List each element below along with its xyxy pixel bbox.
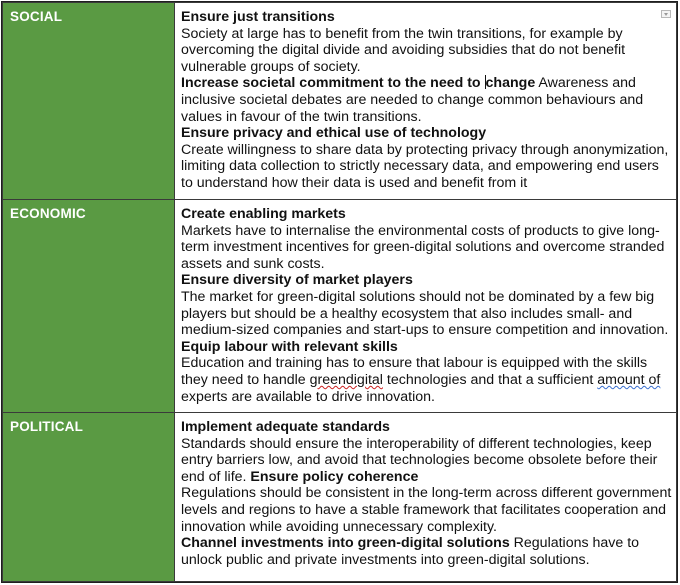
section-heading — [181, 75, 535, 91]
dropdown-handle-icon[interactable] — [661, 10, 671, 18]
section-heading: Ensure diversity of market players — [181, 272, 413, 289]
row-label-social: SOCIAL — [3, 3, 175, 200]
section-text: Society at large has to benefit from the twin transitions, for example by overcoming the digital divide and avoiding subsidies that do not benefit vulnerable groups of society. — [181, 25, 626, 75]
section-text: Create willingness to share data by protecting privacy through anonymization, limiting data collection to strictly necessary data, and empowering end users to understand how their data is used and benefit from it — [181, 141, 669, 191]
section-market-diversity — [181, 272, 672, 338]
section-heading: Ensure policy coherence — [250, 468, 419, 485]
policy-table — [2, 2, 677, 582]
section-heading: Ensure just transitions — [181, 9, 335, 25]
section-labour-skills — [181, 339, 672, 405]
section-text: technologies and that a sufficient — [382, 371, 598, 388]
section-enabling-markets — [181, 206, 672, 272]
section-text: experts are available to drive innovation. — [181, 388, 435, 405]
section-heading-part: change — [485, 75, 536, 92]
section-heading: Ensure privacy and ethical use of technology — [181, 125, 487, 142]
section-green-digital-investments — [181, 535, 672, 568]
grammar-check-phrase: amount of — [597, 371, 661, 388]
row-label-economic: ECONOMIC — [3, 200, 175, 413]
row-label-political: POLITICAL — [3, 413, 175, 582]
section-text: Regulations have to unlock public and private investments into green-digital solutions. — [181, 535, 640, 568]
section-heading-part: Increase societal commitment to the need to — [181, 75, 485, 92]
row-content-social[interactable] — [175, 3, 677, 200]
section-heading: Create enabling markets — [181, 206, 346, 222]
section-heading: Implement adequate standards — [181, 419, 390, 435]
section-text: Regulations should be consistent in the long-term across different government levels and regions to have a stable framework that facilitates cooperation and innovation while avoiding unnecessary complexity. — [181, 485, 672, 535]
row-content-economic[interactable] — [175, 200, 677, 413]
section-text: Markets have to internalise the environmental costs of products to give long-term investment incentives for green-digital solutions and overcome stranded assets and sunk costs. — [181, 222, 665, 272]
table-row-political — [3, 413, 677, 582]
section-heading: Channel investments into green-digital solutions — [181, 535, 510, 552]
section-text: Education and training has to ensure that labour is equipped with the skills they need to handle — [181, 355, 648, 388]
pestle-table-frame — [1, 1, 678, 583]
table-row-economic — [3, 200, 677, 413]
section-text: Awareness and inclusive societal debates are needed to change common behaviours and values in favour of the twin transitions. — [181, 75, 644, 125]
section-privacy — [181, 125, 672, 191]
spellcheck-word: greendigital — [309, 371, 383, 388]
section-heading: Equip labour with relevant skills — [181, 338, 398, 355]
section-text: Standards should ensure the interoperability of different technologies, keep entry barriers low, and avoid that technologies become obsolete before their end of life. — [181, 435, 658, 485]
table-row-social — [3, 3, 677, 200]
row-content-political[interactable] — [175, 413, 677, 582]
section-text: The market for green-digital solutions should not be dominated by a few big players but should be a healthy ecosystem that also includes small- and medium-sized companies and start-ups to ensure competition and innovation. — [181, 288, 669, 339]
section-societal-commitment — [181, 75, 672, 125]
section-standards — [181, 419, 672, 535]
section-just-transitions — [181, 9, 672, 75]
